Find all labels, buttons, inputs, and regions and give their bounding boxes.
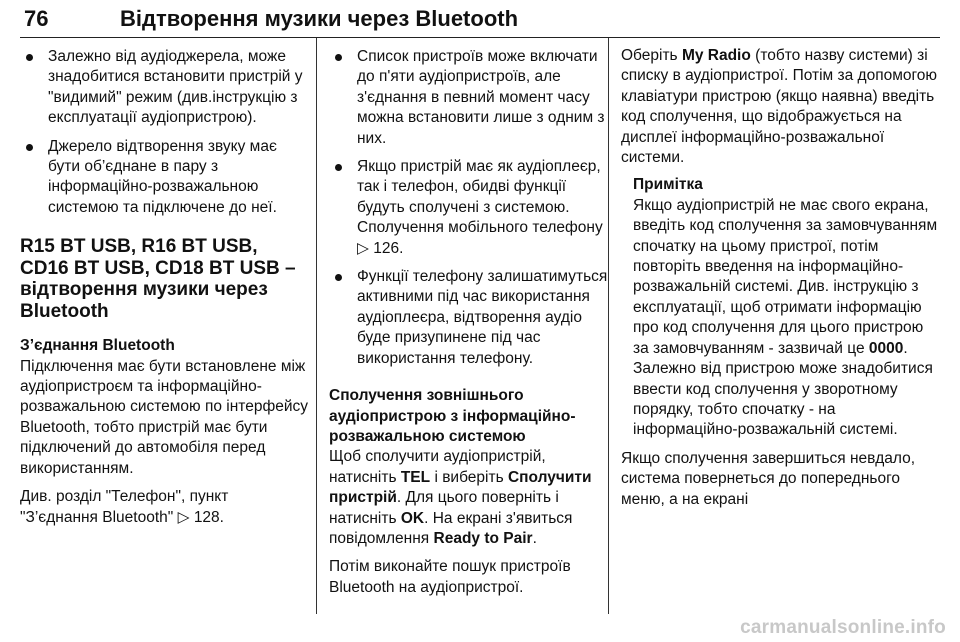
page-reference-icon: ▷ [357, 239, 369, 257]
note-box [633, 175, 940, 440]
paragraph: Якщо сполучення завершиться невдало, система повернеться до попереднього меню, а на екрані [621, 449, 916, 508]
subheading-bluetooth-connection: З’єднання Bluetooth [20, 337, 175, 355]
page-title: Відтворення музики через Bluetooth [120, 5, 519, 31]
default-pairing-code: 0000 [868, 339, 904, 357]
paragraph: Підключення має бути встановлене між аудіопристроєм та інформаційно-розважальною системою по інтерфейсу Bluetooth, тобто пристрій має бути підключений до автомобіля перед використанням. [20, 357, 309, 477]
paragraph-reference: Див. розділ "Телефон", пункт "З’єднання Bluetooth" ▷ 128. [20, 488, 229, 526]
page-reference-link[interactable]: 126. [373, 239, 404, 257]
page-reference-link[interactable]: 128. [193, 508, 224, 526]
ok-key: OK [400, 509, 425, 527]
list-item: Залежно від аудіоджерела, може знадобитися встановити пристрій у "видимий" режим (див.інструкцію з експлуатації аудіопристрою). [20, 47, 308, 129]
paragraph-pairing-steps: Щоб сполучити аудіопристрій, натисніть TEL і виберіть Сполучити пристрій. Для цього поверніть і натисніть OK. На екрані з'явиться повідомлення Ready to Pair. [329, 448, 592, 547]
note-text: Якщо аудіопристрій не має свого екрана, введіть код сполучення за замовчуванням спочатку на цьому пристрої, потім повторіть введення на інформаційно-розважальній системі. Див. інструкцію з експлуатації, щоб отримати інформацію про код сполучення для цього пристрою за замовчуванням - зазвичай це 0000. Залежно від пристрою може знадобитися ввести код сполучення у зворотному порядку, тобто спочатку - на інформаційно-розважальній системі. [633, 196, 938, 439]
list-item: Джерело відтворення звуку має бути об’єднане в пару з інформаційно-розважальною системою та підключене до неї. [20, 137, 308, 219]
paragraph-select-system: Оберіть My Radio (тобто назву системи) зі списку в аудіопристрої. Потім за допомогою клавіатури пристрою (якщо наявна) введіть код сполучення, що відображується на дисплеї інформаційно-розважальної системи. [621, 47, 938, 167]
paragraph: Потім виконайте пошук пристроїв Bluetooth на аудіопристрої. [329, 558, 571, 596]
column-1 [20, 38, 308, 614]
list-item: Якщо пристрій має як аудіоплеєр, так і телефон, обидві функції будуть сполучені з системою. Сполучення мобільного телефону ▷ 126. [329, 157, 608, 259]
pair-device-menu-item: Сполучити пристрій [329, 468, 592, 507]
page-number: 76 [24, 5, 49, 31]
note-label: Примітка [633, 176, 703, 194]
ready-to-pair-message: Ready to Pair [433, 529, 533, 547]
page-reference-icon: ▷ [177, 508, 190, 526]
bullet-list [329, 47, 608, 369]
my-radio-label: My Radio [681, 47, 751, 64]
page-header [20, 0, 940, 38]
bullet-list [20, 47, 308, 218]
column-3 [608, 38, 940, 614]
list-item: Список пристроїв може включати до п'яти аудіопристроїв, але з'єднання в певний момент часу можна встановити лише з одним з них. [329, 47, 608, 149]
list-item: Функції телефону залишатимуться активними під час використання аудіоплеєра, відтворення аудіо буде призупинене під час використання телефону. [329, 267, 608, 369]
watermark: carmanualsonline.info [740, 617, 946, 638]
tel-key: TEL [400, 468, 431, 486]
section-title: R15 BT USB, R16 BT USB, CD16 BT USB, CD18 BT USB – відтворення музики через Bluetooth [20, 236, 296, 322]
subheading-pairing: Сполучення зовнішнього аудіопристрою з інформаційно-розважальною системою [329, 387, 576, 445]
column-2 [316, 38, 608, 614]
